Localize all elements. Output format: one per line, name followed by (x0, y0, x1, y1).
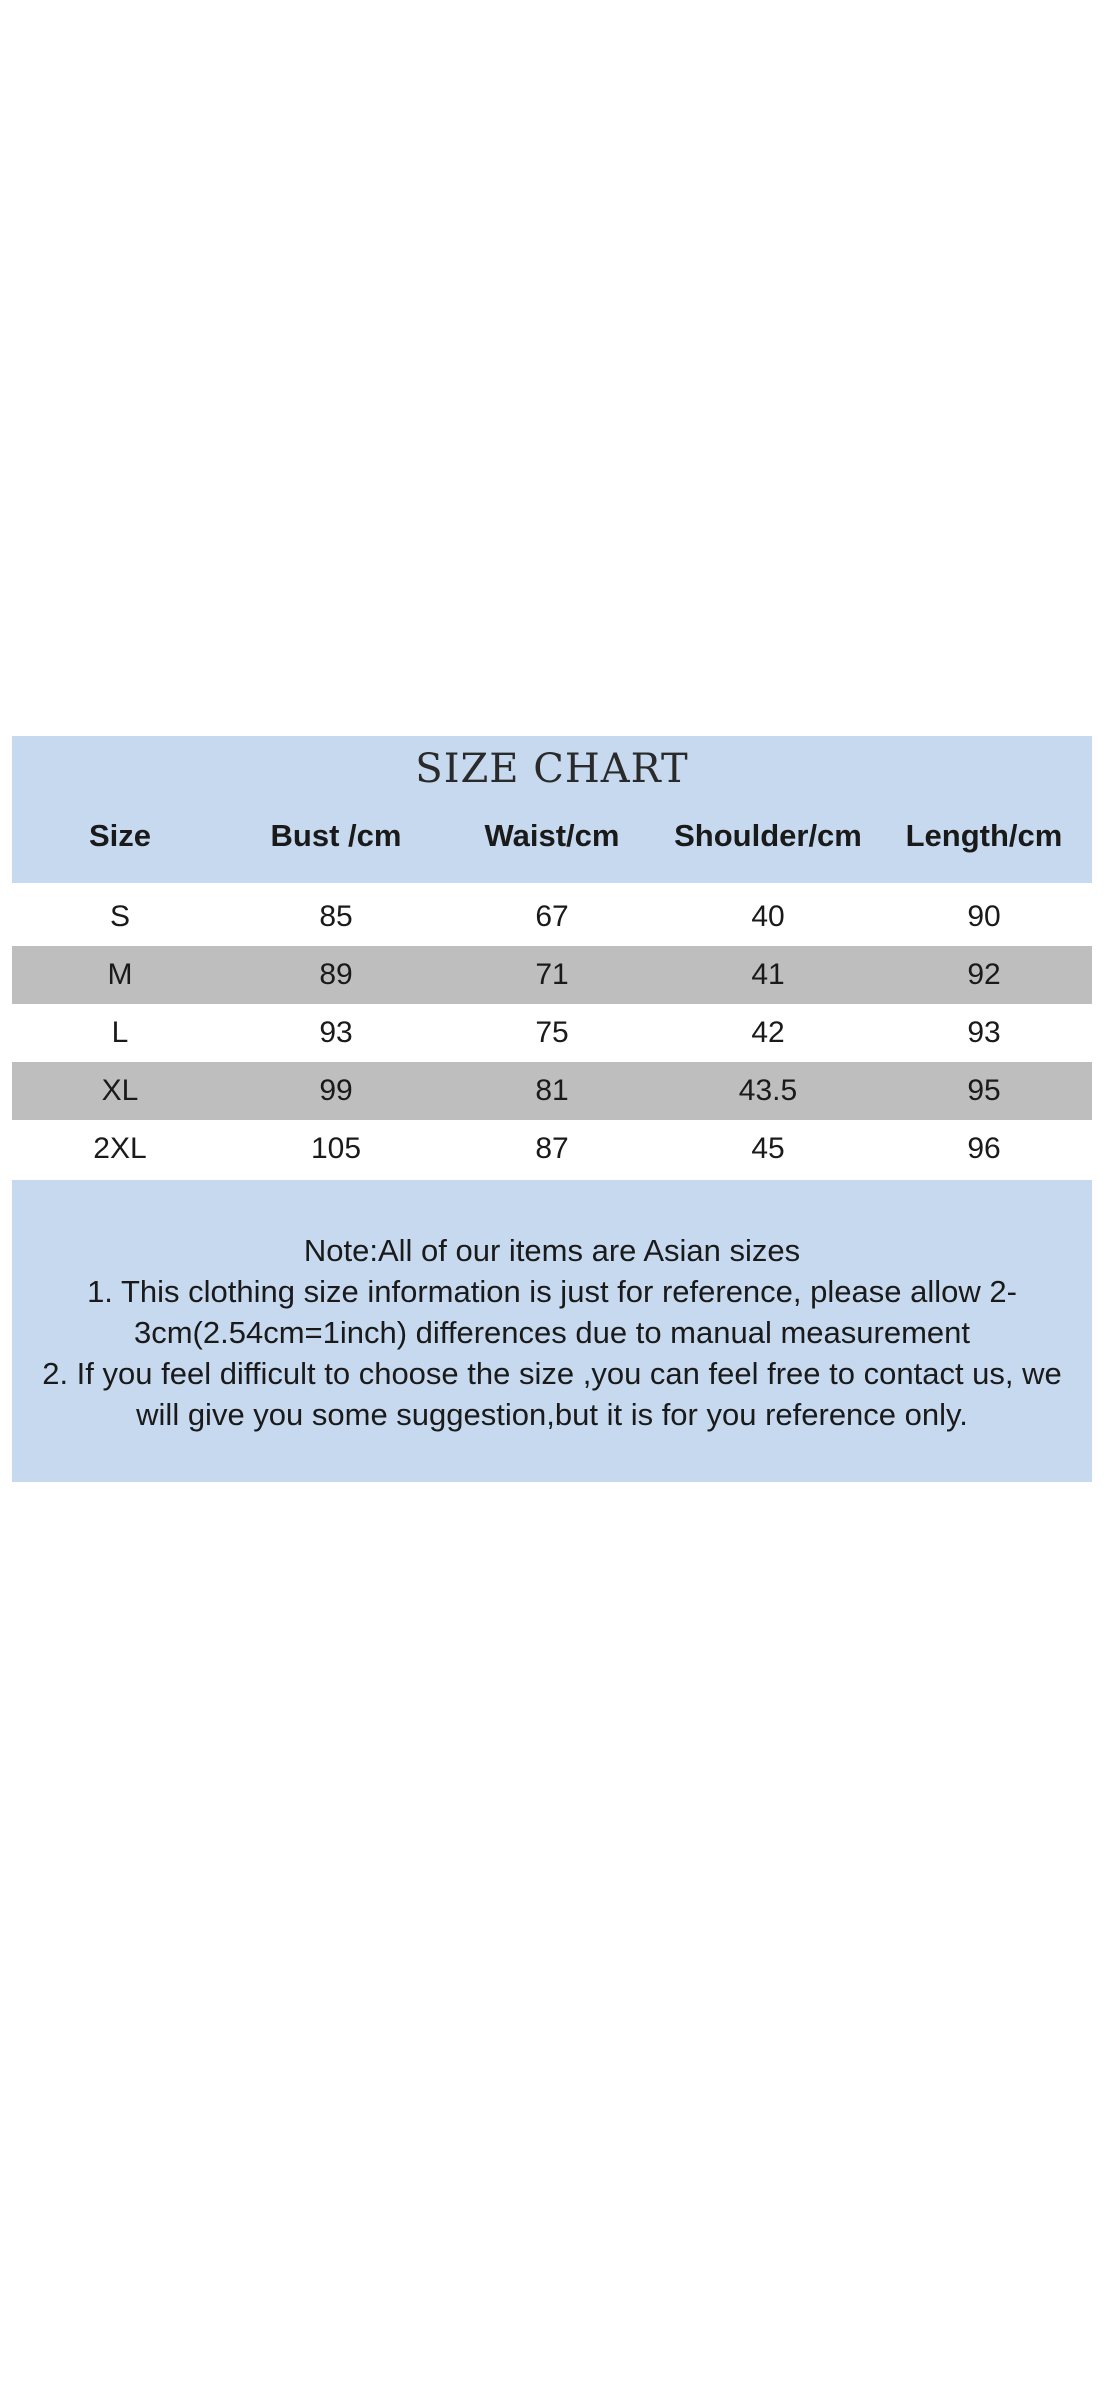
cell-shoulder: 43.5 (738, 1074, 798, 1107)
cell-size: M (107, 958, 133, 991)
cell-length: 96 (967, 1132, 1001, 1165)
table-row (12, 1004, 1092, 1062)
table-row (12, 1120, 1092, 1178)
table-header-row (12, 818, 1092, 854)
note-line: 3cm(2.54cm=1inch) differences due to manual measurement (133, 1315, 970, 1350)
cell-bust: 85 (319, 900, 353, 933)
cell-bust: 93 (319, 1016, 353, 1049)
cell-waist: 67 (535, 900, 569, 933)
note-line: 2. If you feel difficult to choose the size ,you can feel free to contact us, we (42, 1356, 1062, 1391)
cell-length: 95 (967, 1074, 1001, 1107)
note-line: will give you some suggestion,but it is for you reference only. (136, 1397, 968, 1432)
size-notes (12, 1180, 1092, 1482)
table-row (12, 1062, 1092, 1120)
cell-size: S (109, 900, 130, 933)
header-bust: Bust /cm (270, 818, 402, 853)
note-line: 1. This clothing size information is just for reference, please allow 2- (87, 1274, 1017, 1309)
table-row (12, 946, 1092, 1004)
header-waist: Waist/cm (484, 818, 620, 853)
cell-bust: 99 (319, 1074, 353, 1107)
header-shoulder: Shoulder/cm (674, 818, 862, 853)
cell-shoulder: 41 (751, 958, 785, 991)
cell-size: 2XL (93, 1132, 147, 1165)
table-row (12, 888, 1092, 946)
cell-shoulder: 45 (751, 1132, 785, 1165)
header-size: Size (88, 818, 152, 853)
size-chart-header-block (12, 736, 1092, 883)
table-body (12, 888, 1092, 1178)
cell-shoulder: 42 (751, 1016, 785, 1049)
cell-bust: 89 (319, 958, 353, 991)
cell-size: XL (101, 1074, 139, 1107)
cell-length: 92 (967, 958, 1001, 991)
cell-bust: 105 (310, 1132, 362, 1165)
cell-size: L (111, 1016, 129, 1049)
size-chart (12, 736, 1092, 1482)
size-chart-title: SIZE CHART (415, 746, 689, 792)
cell-length: 90 (967, 900, 1001, 933)
note-heading: Note:All of our items are Asian sizes (303, 1233, 801, 1268)
cell-waist: 75 (535, 1016, 569, 1049)
header-length: Length/cm (905, 818, 1063, 853)
cell-shoulder: 40 (751, 900, 785, 933)
cell-waist: 87 (535, 1132, 569, 1165)
cell-length: 93 (967, 1016, 1001, 1049)
cell-waist: 71 (535, 958, 569, 991)
cell-waist: 81 (535, 1074, 569, 1107)
